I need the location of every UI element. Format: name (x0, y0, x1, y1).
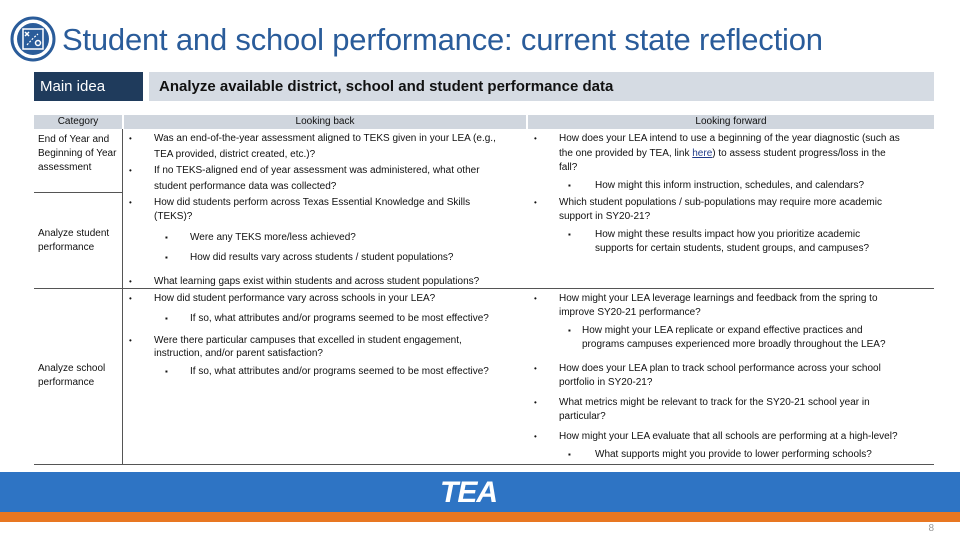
fwd-item-diagnostic-cont2: fall? (559, 162, 578, 173)
back-item-campuses-excelled-cont: instruction, and/or parent satisfaction? (154, 348, 323, 359)
fwd-item-populations-cont: support in SY20-21? (559, 211, 651, 222)
back-item-campuses-excelled: Were there particular campuses that excelled in student engagement, (154, 335, 462, 346)
tea-diagnostic-link[interactable]: here (692, 148, 713, 159)
main-idea-bar (34, 72, 934, 101)
sub-bullet: ▪ (568, 326, 571, 335)
fwd-sub-inform-instruction: How might this inform instruction, schedules, and calendars? (595, 180, 865, 191)
bullet: • (534, 134, 537, 143)
back-sub-teks-achieved: Were any TEKS more/less achieved? (190, 232, 356, 243)
fwd-item-populations: Which student populations / sub-populations may require more academic (559, 197, 882, 208)
fwd-item-leverage: How might your LEA leverage learnings and feedback from the spring to (559, 293, 878, 304)
sub-bullet: ▪ (568, 450, 571, 459)
bullet: • (129, 198, 132, 207)
bullet: • (534, 364, 537, 373)
row-divider (34, 464, 934, 465)
fwd-item-diagnostic-cont: the one provided by TEA, link here) to assess student progress/loss in the (559, 148, 886, 159)
back-item-eoy-aligned-cont: TEA provided, district created, etc.)? (154, 149, 316, 160)
back-item-other-data-cont: student performance data was collected? (154, 181, 337, 192)
bullet: • (534, 398, 537, 407)
fwd-sub-replicate-cont: programs campuses experienced more broadly throughout the LEA? (582, 339, 886, 350)
back-item-teks-performance-cont: (TEKS)? (154, 211, 193, 222)
header-looking-forward: Looking forward (528, 115, 934, 129)
bullet: • (129, 294, 132, 303)
page-title: Student and school performance: current state reflection (62, 22, 823, 57)
back-sub-effective-attributes-2: If so, what attributes and/or programs seemed to be most effective? (190, 366, 489, 377)
tea-logo: TEA (440, 476, 497, 509)
back-item-teks-performance: How did students perform across Texas Essential Knowledge and Skills (154, 197, 471, 208)
footer-stripe (0, 512, 960, 522)
category-student-performance: Analyze student performance (38, 228, 110, 253)
back-item-school-variation: How did student performance vary across schools in your LEA? (154, 293, 436, 304)
fwd-item-track-school-cont: portfolio in SY20-21? (559, 377, 653, 388)
bullet: • (129, 336, 132, 345)
fwd-sub-prioritize: How might these results impact how you prioritize academic (595, 229, 861, 240)
fwd-sub-supports: What supports might you provide to lower performing schools? (595, 449, 872, 460)
fwd-sub-prioritize-cont: supports for certain students, student groups, and campuses? (595, 243, 870, 254)
fwd-item-metrics: What metrics might be relevant to track for the SY20-21 school year in (559, 397, 870, 408)
back-sub-effective-attributes: If so, what attributes and/or programs seemed to be most effective? (190, 313, 489, 324)
fwd-item-evaluate: How might your LEA evaluate that all schools are performing at a high-level? (559, 431, 898, 442)
fwd-item-diagnostic: How does your LEA intend to use a beginning of the year diagnostic (such as (559, 133, 900, 144)
back-item-eoy-aligned: Was an end-of-the-year assessment aligned to TEKS given in your LEA (e.g., (154, 133, 496, 144)
sub-bullet: ▪ (568, 230, 571, 239)
column-divider (122, 129, 123, 464)
bullet: • (129, 166, 132, 175)
bullet: • (129, 134, 132, 143)
strategy-board-icon (10, 16, 56, 62)
fwd-item-leverage-cont: improve SY20-21 performance? (559, 307, 701, 318)
header-looking-back: Looking back (124, 115, 526, 129)
bullet: • (129, 277, 132, 286)
fwd-sub-replicate: How might your LEA replicate or expand effective practices and (582, 325, 863, 336)
page-number: 8 (928, 523, 934, 534)
category-school-performance: Analyze school performance (38, 363, 106, 388)
bullet: • (534, 432, 537, 441)
fwd-item-metrics-cont: particular? (559, 411, 606, 422)
sub-bullet: ▪ (568, 181, 571, 190)
row-divider (34, 192, 122, 193)
sub-bullet: ▪ (165, 233, 168, 242)
main-idea-text: Analyze available district, school and student performance data (149, 72, 934, 101)
sub-bullet: ▪ (165, 253, 168, 262)
sub-bullet: ▪ (165, 314, 168, 323)
bullet: • (534, 294, 537, 303)
bullet: • (534, 198, 537, 207)
header-category: Category (34, 115, 122, 129)
fwd-item-track-school: How does your LEA plan to track school performance across your school (559, 363, 881, 374)
sub-bullet: ▪ (165, 367, 168, 376)
category-eoy-assessment: End of Year and Beginning of Year assessment (38, 134, 117, 173)
back-item-other-data: If no TEKS-aligned end of year assessment was administered, what other (154, 165, 480, 176)
back-item-learning-gaps: What learning gaps exist within students and across student populations? (154, 276, 480, 287)
main-idea-label: Main idea (34, 72, 143, 101)
back-sub-results-vary: How did results vary across students / student populations? (190, 252, 454, 263)
